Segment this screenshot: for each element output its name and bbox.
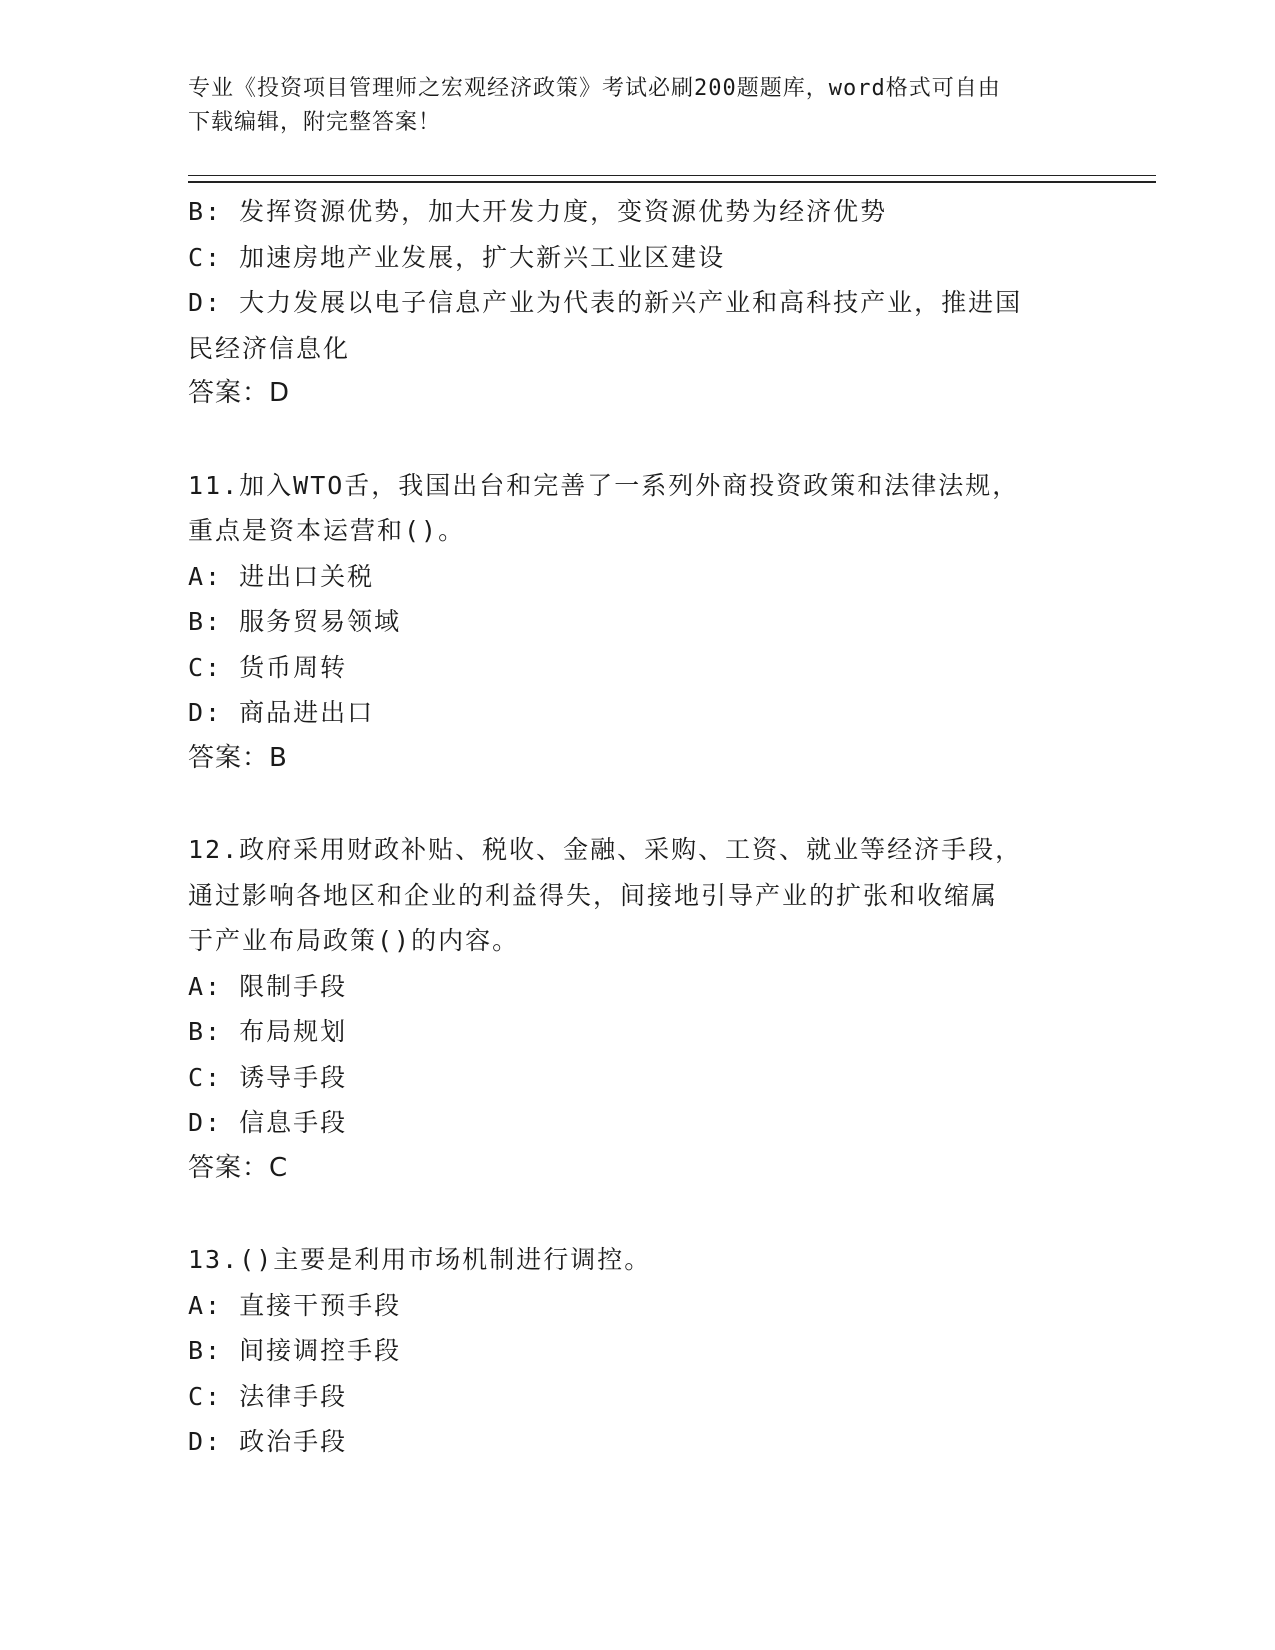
spacer bbox=[188, 781, 1088, 827]
question-stem-continued: 于产业布局政策()的内容。 bbox=[188, 926, 520, 955]
option-d: D: 大力发展以电子信息产业为代表的新兴产业和高科技产业，推进国 bbox=[188, 288, 1023, 317]
option-c: C: 货币周转 bbox=[188, 652, 348, 682]
question-stem-continued: 重点是资本运营和()。 bbox=[188, 516, 466, 545]
question-10-tail bbox=[188, 189, 1088, 417]
option-b: B: 布局规划 bbox=[188, 1017, 348, 1046]
question-12 bbox=[188, 827, 1088, 1191]
spacer bbox=[188, 1191, 1088, 1237]
option-c: C: 加速房地产业发展，扩大新兴工业区建设 bbox=[188, 242, 726, 272]
spacer bbox=[188, 417, 1088, 463]
header-line-2: 下载编辑，附完整答案！ bbox=[188, 110, 442, 135]
option-b: B: 间接调控手段 bbox=[188, 1336, 402, 1365]
answer: 答案：C bbox=[188, 1152, 289, 1183]
question-11 bbox=[188, 463, 1088, 782]
option-c: C: 诱导手段 bbox=[188, 1062, 348, 1092]
option-b: B: 服务贸易领域 bbox=[188, 607, 402, 636]
question-stem-continued: 通过影响各地区和企业的利益得失，间接地引导产业的扩张和收缩属 bbox=[188, 880, 999, 910]
question-stem: 12.政府采用财政补贴、税收、金融、采购、工资、就业等经济手段， bbox=[188, 835, 1023, 864]
option-d-continued: 民经济信息化 bbox=[188, 333, 351, 363]
header-line-1: 专业《投资项目管理师之宏观经济政策》考试必刷200题题库，word格式可自由 bbox=[188, 76, 1001, 101]
question-13 bbox=[188, 1237, 1088, 1465]
header-rule-thick bbox=[188, 181, 1156, 183]
option-d: D: 政治手段 bbox=[188, 1427, 348, 1456]
option-a: A: 直接干预手段 bbox=[188, 1290, 402, 1320]
question-stem: 13.()主要是利用市场机制进行调控。 bbox=[188, 1245, 652, 1274]
question-stem: 11.加入WTO舌，我国出台和完善了一系列外商投资政策和法律法规， bbox=[188, 470, 1020, 500]
header-rule-thin bbox=[188, 175, 1156, 176]
answer: 答案：D bbox=[188, 378, 291, 408]
option-a: A: 限制手段 bbox=[188, 971, 348, 1001]
answer: 答案：B bbox=[188, 742, 288, 773]
option-b: B: 发挥资源优势，加大开发力度，变资源优势为经济优势 bbox=[188, 197, 888, 226]
document-header bbox=[188, 72, 1068, 140]
option-a: A: 进出口关税 bbox=[188, 561, 375, 591]
option-c: C: 法律手段 bbox=[188, 1381, 348, 1411]
option-d: D: 商品进出口 bbox=[188, 698, 375, 727]
option-d: D: 信息手段 bbox=[188, 1108, 348, 1137]
document-body bbox=[188, 189, 1088, 1465]
